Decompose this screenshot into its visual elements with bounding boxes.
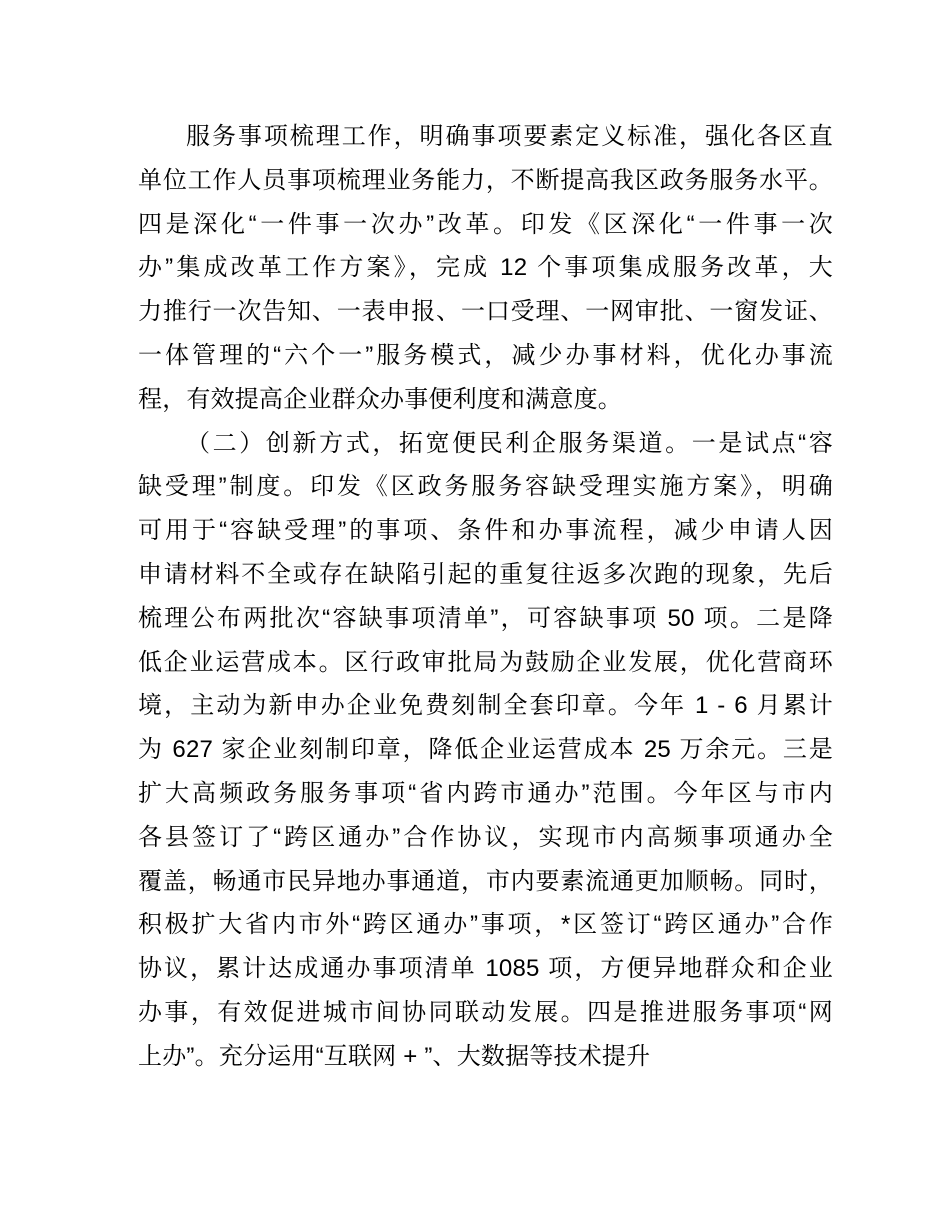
text-line: 申请材料不全或存在缺陷引起的重复往返多次跑的现象，先后 bbox=[138, 560, 833, 588]
text-line: 上办”。充分运用“互联网 + ”、大数据等技术提升 bbox=[138, 1042, 651, 1070]
text-line: 四是深化“一件事一次办”改革。印发《区深化“一件事一次 bbox=[138, 210, 833, 238]
text-line: 一体管理的“六个一”服务模式，减少办事材料，优化办事流 bbox=[138, 341, 833, 369]
text-line: 积极扩大省内市外“跨区通办”事项，*区签订“跨区通办”合作 bbox=[138, 911, 833, 939]
paragraph-1 bbox=[138, 115, 833, 422]
paragraph-2 bbox=[138, 422, 833, 1079]
text-line: 办”集成改革工作方案》，完成 12 个事项集成服务改革，大 bbox=[138, 254, 833, 282]
text-line: 办事，有效促进城市间协同联动发展。四是推进服务事项“网 bbox=[138, 998, 833, 1026]
text-line: 低企业运营成本。区行政审批局为鼓励企业发展，优化营商环 bbox=[138, 648, 833, 676]
text-line: 为 627 家企业刻制印章，降低企业运营成本 25 万余元。三是 bbox=[138, 736, 833, 764]
text-line: 协议，累计达成通办事项清单 1085 项，方便异地群众和企业 bbox=[138, 955, 833, 983]
text-line: 可用于“容缺受理”的事项、条件和办事流程，减少申请人因 bbox=[138, 517, 833, 545]
document-body bbox=[138, 115, 833, 1079]
text-line: 境，主动为新申办企业免费刻制全套印章。今年 1 - 6 月累计 bbox=[138, 692, 833, 720]
text-line: 力推行一次告知、一表申报、一口受理、一网审批、一窗发证、 bbox=[138, 298, 833, 326]
text-line: 程，有效提高企业群众办事便利度和满意度。 bbox=[138, 385, 622, 413]
text-line: 服务事项梳理工作，明确事项要素定义标准，强化各区直 bbox=[186, 123, 833, 150]
text-line: 梳理公布两批次“容缺事项清单”，可容缺事项 50 项。二是降 bbox=[138, 604, 833, 632]
text-line: 扩大高频政务服务事项“省内跨市通办”范围。今年区与市内 bbox=[138, 779, 833, 807]
text-line: 覆盖，畅通市民异地办事通道，市内要素流通更加顺畅。同时， bbox=[138, 867, 833, 895]
text-line: （二）创新方式，拓宽便民利企服务渠道。一是试点“容 bbox=[186, 429, 833, 457]
text-line: 单位工作人员事项梳理业务能力，不断提高我区政务服务水平。 bbox=[138, 166, 833, 194]
text-line: 各县签订了“跨区通办”合作协议，实现市内高频事项通办全 bbox=[138, 823, 833, 851]
text-line: 缺受理”制度。印发《区政务服务容缺受理实施方案》，明确 bbox=[138, 473, 833, 501]
